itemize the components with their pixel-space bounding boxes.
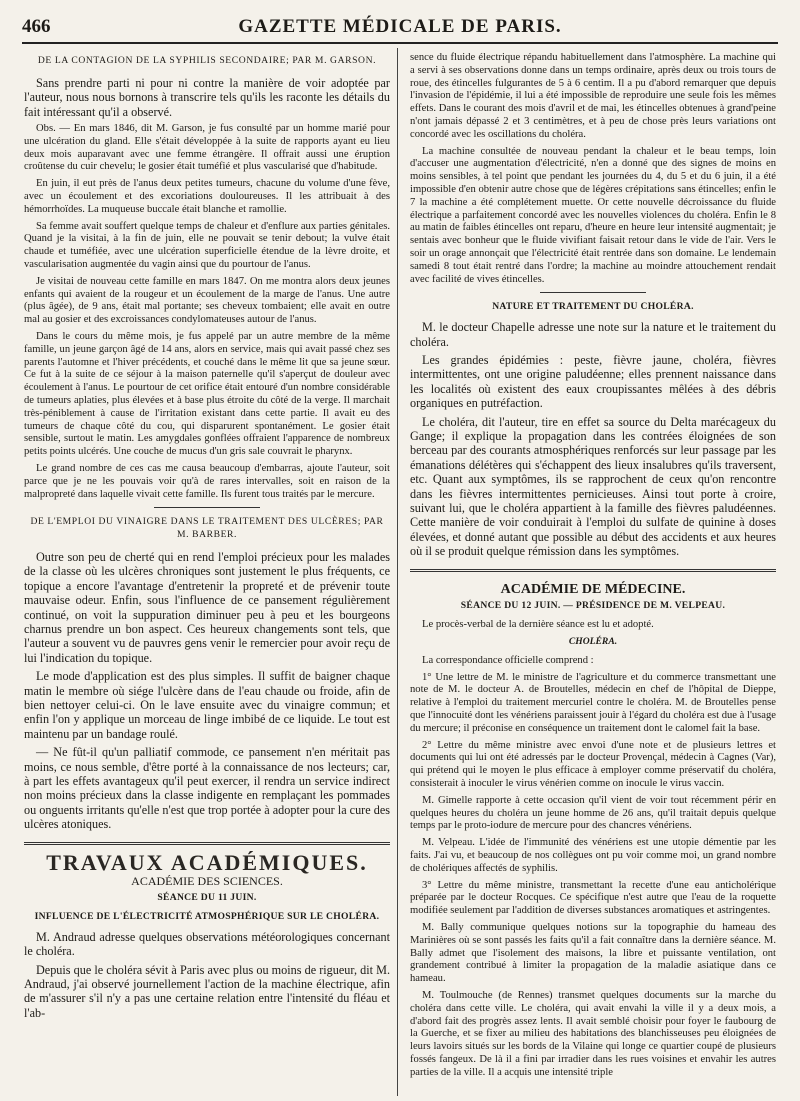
seance-date: SÉANCE DU 11 JUIN. <box>157 892 257 904</box>
right-column <box>410 52 776 1092</box>
paragraph: 2° Lettre du même ministre avec envoi d'une note et de plusieurs lettres et documents qui lui ont été adressés par le docteur Provençal, médecin à Cagnes (Var), qui prétend qui le moyen le plus efficace à employer comme préservatif du choléra, consisterait à inoculer le virus vénérien comme on inocule le virus vaccin. <box>410 739 776 789</box>
paragraph: M. Toulmouche (de Rennes) transmet quelques documents sur la marche du choléra dans cette ville. Le choléra, qui avait envahi la ville il y a deux mois, a d'abord fait des progrès assez lents. Il avait semblé choisir pour foyer le faubourg de la Guerche, et se fixer au milieu des habitations des blanchisseuses peu éloignées de leurs lavoirs situés sur les bords de la Vilaine qui longe ce quartier coupé de plusieurs fossés fangeux. De là il a fini par irradier dans les rues voisines et envahir les autres parties de la ville. Il a acquis une intensité triple <box>410 989 776 1078</box>
paragraph: Dans le cours du même mois, je fus appelé par un autre membre de la même famille, un jeune garçon âgé de 14 ans, alors en service, mais qui avait passé chez ses parents l'automne et l'hiver précédents, et couché dans le même lit que sa jeune sœur. Ce fut à la suite de ce séjour à la maison paternelle qu'il s'aperçut de douleur avec écoulement à l'anus. Le pourtour de cet orifice était entouré d'un nombre considérable de tumeurs aplaties, plus élevées et à base plus étroite du côté de la verge. Il marchait très-péniblement à cause de l'irritation existant dans cette partie. Il avait eu des tumeurs de chaque côté du cou, qui disparurent spontanément. Le gosier était sensible, surtout le matin. Les amygdales gonflées offraient l'apparence de nombreux petits points ulcérés. Une couche de mucus d'un gris sale couvrait le pharynx. <box>24 330 390 458</box>
paragraph: En juin, il eut près de l'anus deux petites tumeurs, chacune du volume d'une fève, avec un écoulement et des excoriations douloureuses. Il les attribuait à des hémorrhoïdes. La muqueuse buccale était blanche et ramollie. <box>24 178 390 215</box>
paragraph: M. Andraud adresse quelques observations météorologiques concernant le choléra. <box>24 929 390 959</box>
paragraph: 3° Lettre du même ministre, transmettant la recette d'une eau anticholérique préparée par le docteur Rocques. Ce spécifique n'est autre que l'eau de la roquette modifiée seulement par l'addition de diverses substances aromatiques et astringentes. <box>410 879 776 917</box>
academy-heading: ACADÉMIE DE MÉDECINE. <box>500 581 686 597</box>
article-title-syphilis: DE LA CONTAGION DE LA SYPHILIS SECONDAIRE; PAR M. GARSON. <box>37 55 377 66</box>
paragraph: M. le docteur Chapelle adresse une note sur la nature et le traitement du choléra. <box>410 320 776 349</box>
paragraph: Le mode d'application est des plus simples. Il suffit de baigner chaque matin le membre où siége l'ulcère dans de l'eau chaude ou froide, afin de bien nettoyer celui-ci. On le lave ensuite avec du vinaigre commun; et enfin l'on y applique un morceau de linge imbibé de ce liquide. Le tout est maintenu par un bandage roulé. <box>24 669 390 741</box>
section-rule <box>154 507 260 508</box>
paragraph: Outre son peu de cherté qui en rend l'emploi précieux pour les malades de la classe où les ulcères chroniques sont justement le plus fréquents, ce topique a encore l'avantage d'entretenir la propreté et de prévenir toute mauvaise odeur. Enfin, sous l'influence de ce pansement régulièrement continué, on voit la suppuration diminuer peu à peu et les bourgeons charnus prendre un bon aspect. Ces heureux changements sont tels, que l'auteur a souvent vu de pauvres gens venir le remercier pour avoir reçu de lui l'indication du topique. <box>24 549 390 665</box>
page-number: 466 <box>22 16 51 37</box>
section-rule <box>24 842 390 845</box>
article-title-nature: NATURE ET TRAITEMENT DU CHOLÉRA. <box>492 301 694 313</box>
paragraph: 1° Une lettre de M. le ministre de l'agriculture et du commerce transmettant une note de M. le docteur A. de Broutelles, médecin en chef de l'hôpital de Dieppe, relative à l'emploi du traitement mercuriel contre le choléra. M. de Broutelles pense que l'innocuité dont les vénériens paraissent jouir à l'égard du choléra est due à l'usage du mercure; il préconise en conséquence un traitement dont le calomel fait la base. <box>410 671 776 734</box>
paragraph: Je visitai de nouveau cette famille en mars 1847. On me montra alors deux jeunes enfants qui avaient de la rougeur et un écoulement de la marge de l'anus. Une autre (plus âgée), de 9 ans, était mal portante; ses cheveux tombaient; elle avait en outre mal au gosier et des excroissances condylomateuses autour de l'anus. <box>24 275 390 326</box>
left-column <box>24 52 390 1092</box>
paragraph: Sans prendre parti ni pour ni contre la manière de voir adoptée par l'auteur, nous nous bornons à transcrire tels qu'ils les raconte les détails du fait intéressant qu'il a observé. <box>24 75 390 119</box>
paragraph: Sa femme avait souffert quelque temps de chaleur et d'enflure aux parties génitales. Quand je la visitai, à la fin de juin, elle ne pouvait se tenir debout; la vulve était chaude et tuméfiée, avec une ulcération superficielle étendue de la lèvre droite, et vascularisation augmentée du vagin ainsi que du pourtour de l'anus. <box>24 220 390 270</box>
paragraph: sence du fluide électrique répandu habituellement dans l'atmosphère. La machine qui a servi à ses observations donne dans un temps ordinaire, après deux ou trois tours de roue, des étincelles fulgurantes de 5 à 6 centim. Il a pu d'abord remarquer que depuis l'invasion de l'épidémie, il lui a été impossible de reproduire une seule fois les mêmes effets. Dans le courant des mois d'avril et de mai, les étincelles obtenues à grand'peine n'ont jamais dépassé 2 et 3 centimètres, et à peu de chose près leurs variations ont concordé avec les oscillations du choléra. <box>410 52 776 140</box>
column-divider <box>397 48 398 1096</box>
seance-date: SÉANCE DU 12 JUIN. — PRÉSIDENCE DE M. VELPEAU. <box>460 600 726 612</box>
page-header <box>22 14 778 44</box>
paragraph: Depuis que le choléra sévit à Paris avec plus ou moins de rigueur, dit M. Andraud, j'ai observé journellement l'action de la machine électrique, afin de m'assurer s'il n'y a pas une certaine relation entre l'intensité du fléau et l'ab- <box>24 962 390 1020</box>
article-title-vinaigre: DE L'EMPLOI DU VINAIGRE DANS LE TRAITEMENT DES ULCÈRES; PAR M. BARBER. <box>30 516 384 541</box>
paragraph: M. Bally communique quelques notions sur la topographie du hameau des Marinières où se sont passés les faits qu'il a fait connaître dans la dernière séance. M. Bally admet que l'isolement des maisons, la libre et puissante ventilation, ont grandement contribué à limiter la propagation de la maladie asiatique dans ce hameau. <box>410 921 776 985</box>
paragraph: Le grand nombre de ces cas me causa beaucoup d'embarras, ajoute l'auteur, soit parce que je ne les pouvais voir qu'à de rares intervalles, soit en raison de la malpropreté dans laquelle vivait cette famille. Ils furent tous traités par le mercure. <box>24 462 390 500</box>
paragraph: La machine consultée de nouveau pendant la chaleur et le beau temps, loin d'accuser une augmentation d'électricité, n'en a donné que des signes de moins en moins sensibles, à tel point que pendant les journées du 4, du 5 et du 6 juin, il a été impossible d'en obtenir autre chose que de légères crépitations sans étincelles; enfin le 7 la machine a été complétement muette. Or cette nouvelle décroissance du fluide électrique a parfaitement concordé avec les nouvelles violences du choléra. Enfin le 8 au matin de faibles étincelles ont reparu, d'heure en heure leur intensité augmentait; je sentais avec bonheur que le fluide vivifiant faisait retour dans le vide de l'air. Vers le soir un orage annonçait que l'électricité était rentrée dans son domaine. Le lendemain samedi 8 tout était rentré dans l'ordre; la machine au moindre attouchement rendait avec facilité de vives étincelles. <box>410 145 776 285</box>
paragraph: — Ne fût-il qu'un palliatif commode, ce pansement n'en méritait pas moins, ce nous semble, d'être porté à la connaissance de nos lecteurs; car, à part les effets avantageux qu'il peut exercer, il rendra un service indirect non moins précieux dans la classe indigente en remplaçant les pommades ou onguents irritants qu'elle n'est que trop portée à adopter pour la cure des ulcères atoniques. <box>24 745 390 832</box>
article-title-electricite: INFLUENCE DE L'ÉLECTRICITÉ ATMOSPHÉRIQUE SUR LE CHOLÉRA. <box>34 911 380 923</box>
paragraph: Le procès-verbal de la dernière séance est lu et adopté. <box>422 619 654 631</box>
academy-heading: ACADÉMIE DES SCIENCES. <box>131 874 283 889</box>
paragraph: La correspondance officielle comprend : <box>422 654 594 666</box>
journal-title: GAZETTE MÉDICALE DE PARIS. <box>238 16 562 37</box>
paragraph: M. Velpeau. L'idée de l'immunité des vénériens est une utopie démentie par les faits. J'ai vu, et beaucoup de nos collègues ont pu voir comme moi, un grand nombre de cholériques affectés de syphilis. <box>410 837 776 874</box>
section-rule <box>540 292 646 293</box>
paragraph: M. Gimelle rapporte à cette occasion qu'il vient de voir tout récemment périr en quelques heures du choléra un jeune homme de 26 ans, qu'il traitait depuis quelque temps par le proto-iodure de mercure pour des chancres vénériens. <box>410 794 776 832</box>
paragraph: Les grandes épidémies : peste, fièvre jaune, choléra, fièvres intermittentes, ont une origine paludéenne; elles prennent naissance dans les localités où existent des eaux croupissantes mêlées à des débris organiques en putréfaction. <box>410 352 776 411</box>
section-rule <box>410 569 776 572</box>
paragraph: Le choléra, dit l'auteur, tire en effet sa source du Delta marécageux du Gange; il explique la propagation dans les contrées éloignées de son berceau par des courants atmosphériques renforcés sur leur passage par les émanations délétères qui s'échappent des lieux insalubres qu'ils traversent, etc. Quant aux symptômes, ils se rapprochent de ceux qu'on rencontre dans les fièvres intermittentes pernicieuses. Ainsi tout porte à croire, suivant lui, que le choléra appartient à la famille des fièvres paludéennes. Cette manière de voir conduirait à l'emploi du sulfate de quinine à doses élevées, et donné autant que possible au début des accidents et aux heures où il se produit quelque rémission dans les symptômes. <box>410 414 776 559</box>
subsection-label: CHOLÉRA. <box>568 636 618 648</box>
section-heading-travaux: TRAVAUX ACADÉMIQUES. <box>46 849 368 875</box>
paragraph: Obs. — En mars 1846, dit M. Garson, je fus consulté par un homme marié pour une ulcération du gland. Elle s'était développée à la suite de rapports ayant eu lieu deux mois auparavant avec une femme étrangère. Il offrait aussi une éruption croûtense du cuir chevelu; le gosier était tuméfié et plus vascularisé que d'habitude. <box>24 123 390 173</box>
